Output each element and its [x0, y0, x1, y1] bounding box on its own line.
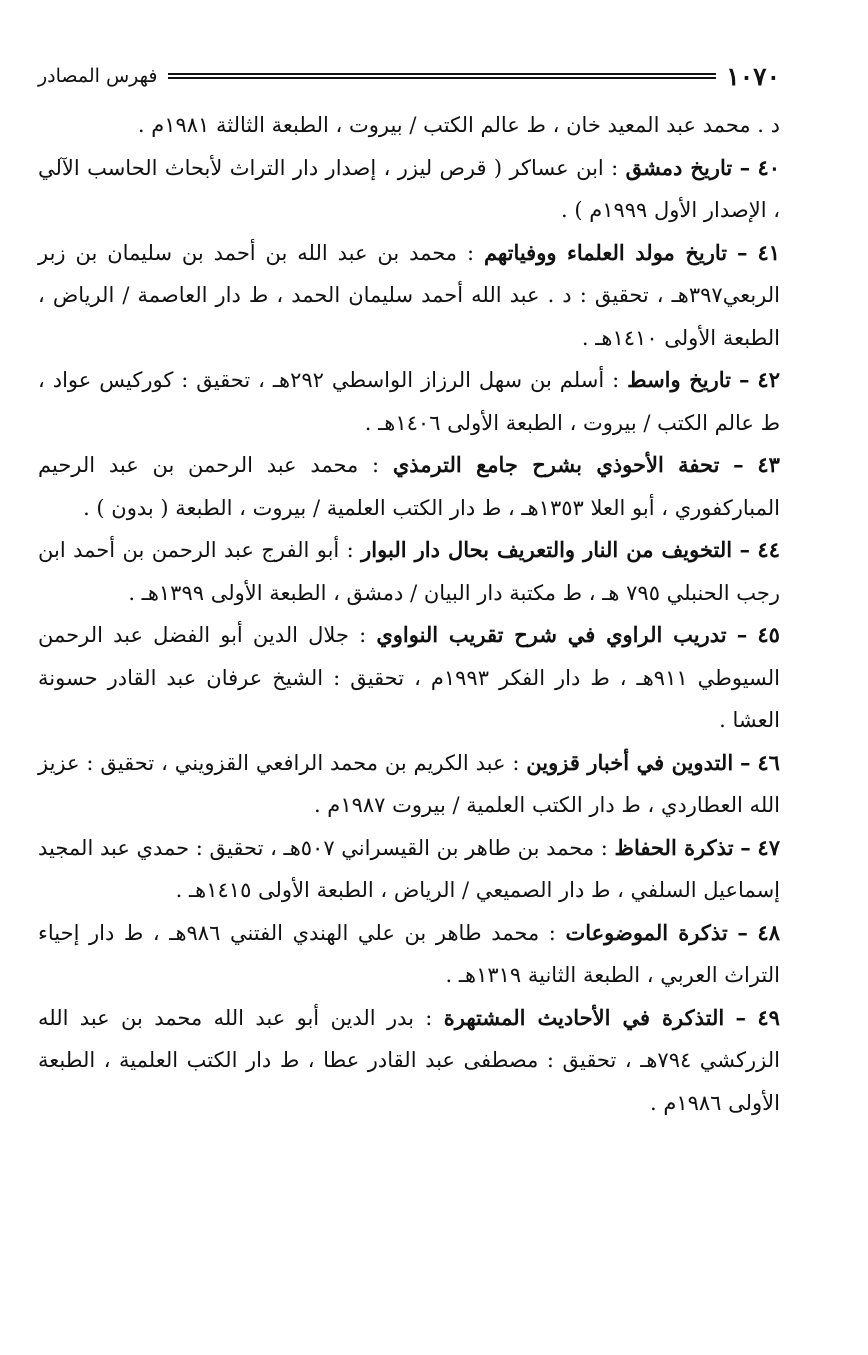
page-number: ١٠٧٠	[726, 61, 780, 91]
entry-dash: –	[733, 452, 744, 477]
entry-details: : محمد طاهر بن علي الهندي الفتني ٩٨٦هـ ، ط دار إحياء التراث العربي ، الطبعة الثانية ١٣١٩هـ .	[38, 920, 780, 987]
entry-dash: –	[737, 919, 748, 945]
bibliography-entry	[38, 912, 780, 997]
bibliography-entry	[38, 147, 780, 232]
entry-dash: –	[735, 1004, 747, 1030]
book-page	[38, 58, 780, 1124]
entry-title: تاريخ مولد العلماء ووفياتهم	[483, 239, 728, 265]
entry-number: ٤٥	[757, 622, 780, 647]
bibliography-entry	[38, 742, 780, 827]
entry-title: تاريخ واسط	[627, 367, 732, 392]
entry-title: تاريخ دمشق	[625, 154, 733, 180]
entry-number: ٤٣	[757, 452, 780, 477]
bibliography-entry	[38, 359, 780, 444]
bibliography-entry	[38, 827, 780, 912]
page-header	[38, 58, 780, 94]
entry-details: : محمد عبد الرحمن بن عبد الرحيم المباركفوري ، أبو العلا ١٣٥٣هـ ، ط دار الكتب العلمية / بيروت ، الطبعة ( بدون ) .	[38, 453, 780, 520]
entry-number: ٤١	[757, 239, 780, 265]
entry-title: التدوين في أخبار قزوين	[526, 749, 734, 775]
running-title: فهرس المصادر	[38, 65, 158, 87]
entry-details: : محمد بن عبد الله بن أحمد بن سليمان بن زبر الربعي٣٩٧هـ ، تحقيق : د . عبد الله أحمد سليمان الحمد ، ط دار العاصمة / الرياض ، الطبعة الأولى ١٤١٠هـ .	[38, 240, 780, 350]
entry-dash: –	[740, 749, 751, 775]
entry-dash: –	[739, 154, 751, 180]
entry-details: : أبو الفرج عبد الرحمن بن أحمد ابن رجب الحنبلي ٧٩٥ هـ ، ط مكتبة دار البيان / دمشق ، الطبعة الأولى ١٣٩٩هـ .	[38, 538, 780, 605]
entry-dash: –	[738, 367, 750, 392]
entry-title: تذكرة الموضوعات	[565, 919, 728, 945]
entry-number: ٤٩	[757, 1004, 780, 1030]
entry-details: : أسلم بن سهل الرزاز الواسطي ٢٩٢هـ ، تحقيق : كوركيس عواد ، ط عالم الكتب / بيروت ، الطبعة الأولى ١٤٠٦هـ .	[38, 368, 780, 435]
entry-details: : عبد الكريم بن محمد الرافعي القزويني ، تحقيق : عزيز الله العطاردي ، ط دار الكتب العلمية / بيروت ١٩٨٧م .	[38, 750, 780, 817]
entry-title: تدريب الراوي في شرح تقريب النواوي	[376, 622, 727, 647]
entry-dash: –	[740, 834, 751, 860]
bibliography-entry	[38, 997, 780, 1125]
entry-details: : ابن عساكر ( قرص ليزر ، إصدار دار التراث لأبحاث الحاسب الآلي ، الإصدار الأول ١٩٩٩م ) .	[38, 155, 780, 222]
continuation-text: د . محمد عبد المعيد خان ، ط عالم الكتب / بيروت ، الطبعة الثالثة ١٩٨١م .	[137, 113, 780, 137]
bibliography-entry	[38, 614, 780, 742]
entry-details: : بدر الدين أبو عبد الله محمد بن عبد الله الزركشي ٧٩٤هـ ، تحقيق : مصطفى عبد القادر عطا ، ط دار الكتب العلمية ، الطبعة الأولى ١٩٨٦م .	[38, 1005, 780, 1115]
bibliography-entry	[38, 529, 780, 614]
entry-number: ٤٢	[757, 367, 780, 392]
bibliography-list	[38, 104, 780, 1124]
entry-details: : محمد بن طاهر بن القيسراني ٥٠٧هـ ، تحقيق : حمدي عبد المجيد إسماعيل السلفي ، ط دار الصميعي / الرياض ، الطبعة الأولى ١٤١٥هـ .	[38, 835, 780, 902]
entry-title: التذكرة في الأحاديث المشتهرة	[443, 1004, 725, 1030]
bibliography-entry	[38, 444, 780, 529]
entry-number: ٤٧	[757, 834, 780, 860]
entry-dash: –	[737, 239, 748, 265]
entry-number: ٤٦	[757, 749, 780, 775]
entry-number: ٤٠	[757, 154, 781, 180]
header-double-rule	[168, 73, 717, 79]
entry-number: ٤٤	[757, 537, 780, 562]
entry-number: ٤٨	[757, 919, 780, 945]
entry-dash: –	[739, 537, 751, 562]
entry-title: التخويف من النار والتعريف بحال دار البوار	[361, 537, 733, 562]
entry-title: تحفة الأحوذي بشرح جامع الترمذي	[392, 452, 720, 477]
entry-title: تذكرة الحفاظ	[614, 834, 734, 860]
entry-dash: –	[736, 622, 748, 647]
entry-details: : جلال الدين أبو الفضل عبد الرحمن السيوطي ٩١١هـ ، ط دار الفكر ١٩٩٣م ، تحقيق : الشيخ عرفان عبد القادر حسونة العشا .	[38, 623, 781, 732]
bibliography-entry	[38, 232, 780, 360]
